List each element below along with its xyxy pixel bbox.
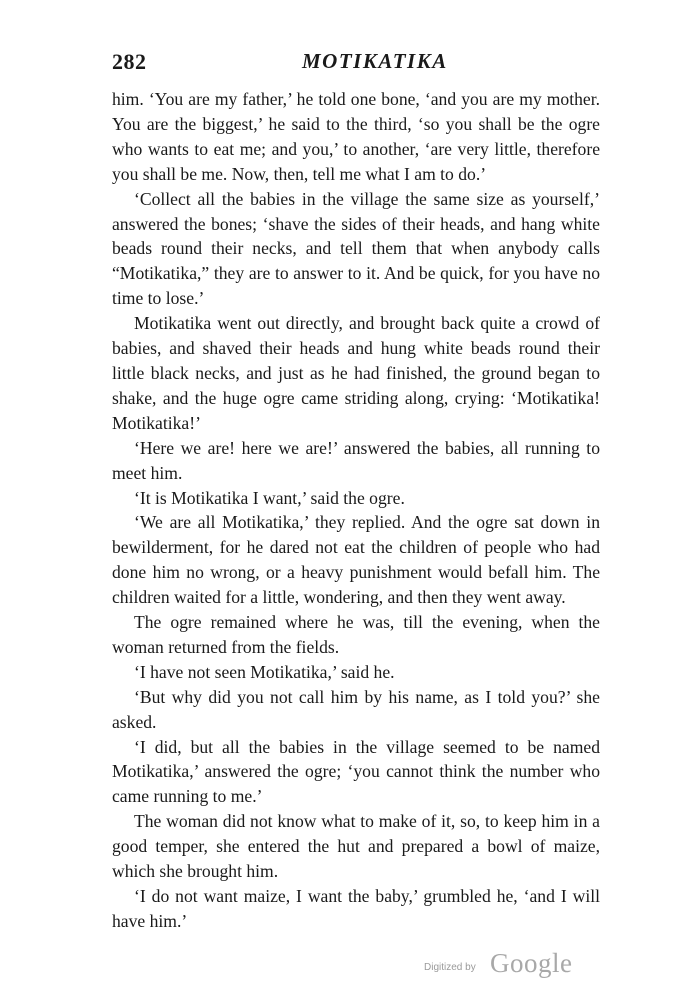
paragraph-12: ‘I do not want maize, I want the baby,’ grumbled he, ‘and I will have him.’ <box>112 886 600 931</box>
paragraph-6: ‘We are all Motikatika,’ they replied. And the ogre sat down in bewilderment, for he dared not eat the children of people who had done him no wrong, or a heavy punishment would befall him. The children waited for a little, wondering, and then they went away. <box>112 512 600 608</box>
google-logo: Google <box>490 948 573 978</box>
running-head: MOTIKATIKA <box>302 49 448 73</box>
body-text <box>112 87 600 934</box>
paragraph-2: ‘Collect all the babies in the village the same size as yourself,’ answered the bones; ‘shave the sides of their heads, and hang white beads round their necks, and tell them that when anybody calls “Motikatika,” they are to answer to it. And be quick, for you have no time to lose.’ <box>112 188 600 309</box>
paragraph-10: ‘I did, but all the babies in the village seemed to be named Motikatika,’ answered the ogre; ‘you cannot think the number who came running to me.’ <box>112 736 600 807</box>
paragraph-7: The ogre remained where he was, till the evening, when the woman returned from the fields. <box>112 612 600 657</box>
page-number: 282 <box>112 49 147 74</box>
digitized-watermark <box>424 948 604 982</box>
paragraph-11: The woman did not know what to make of it, so, to keep him in a good temper, she entered the hut and prepared a bowl of maize, which she brought him. <box>112 811 600 882</box>
paragraph-5: ‘It is Motikatika I want,’ said the ogre. <box>134 487 405 508</box>
paragraph-8: ‘I have not seen Motikatika,’ said he. <box>134 661 395 682</box>
paragraph-4: ‘Here we are! here we are!’ answered the babies, all running to meet him. <box>112 437 600 483</box>
watermark-prefix: Digitized by <box>424 962 476 973</box>
page-header <box>112 49 600 79</box>
paragraph-9: ‘But why did you not call him by his name, as I told you?’ she asked. <box>112 686 600 732</box>
paragraph-3: Motikatika went out directly, and brought back quite a crowd of babies, and shaved their heads and hung white beads round their little black necks, and just as he had finished, the ground began to shake, and the huge ogre came striding along, crying: ‘Motikatika! Motikatika!’ <box>112 313 600 433</box>
paragraph-1: him. ‘You are my father,’ he told one bone, ‘and you are my mother. You are the biggest,’ he said to the third, ‘so you shall be the ogre who wants to eat me; and you,’ to another, ‘are very little, therefore you shall be me. Now, then, tell me what I am to do.’ <box>112 89 600 184</box>
